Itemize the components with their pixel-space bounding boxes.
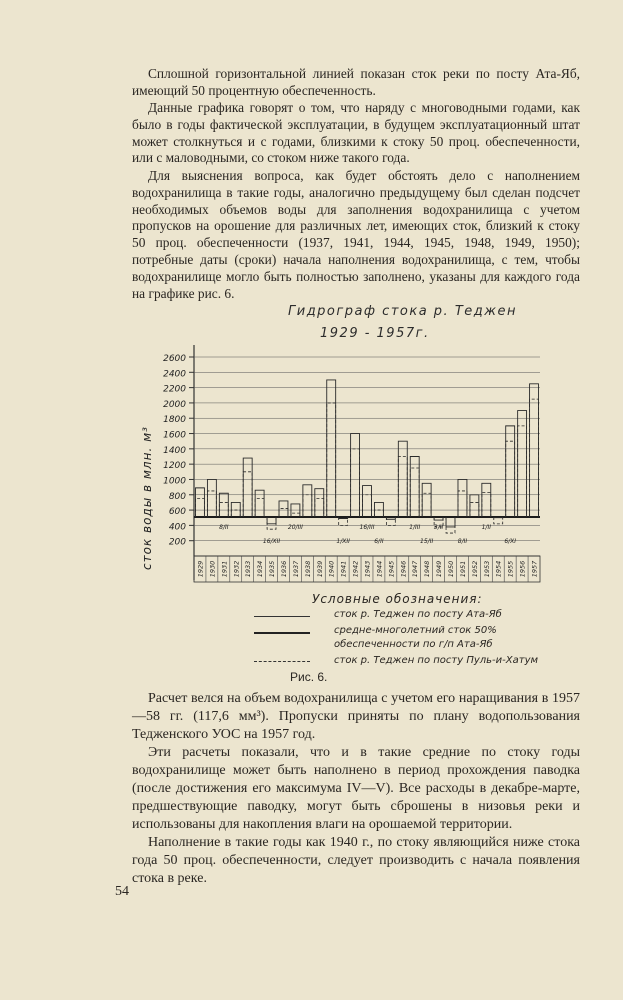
x-tick-label: 1956 <box>518 560 527 578</box>
y-tick-label: 2200 <box>163 384 186 395</box>
date-annotation: 16/III <box>359 523 375 531</box>
paragraph-2: Данные графика говорят о том, что наряду с многоводными годами, как было в годы фактической эксплуатации, в будущем эксплуатационный штат может столкнуться и с годами, близкими к стоку 50 проц. обеспеченности, или с маловодными, со стоком ниже такого года. <box>132 100 580 166</box>
series-line <box>196 380 539 527</box>
legend-title: Условные обозначения: <box>312 592 483 606</box>
date-annotation: 20/III <box>287 523 303 531</box>
chart-annotations <box>219 524 516 545</box>
legend-text-2: средне-многолетний сток 50% обеспеченности по г/п Ата-Яб <box>334 625 497 650</box>
date-annotation: 15/II <box>420 537 434 545</box>
y-tick-label: 1600 <box>163 430 186 441</box>
x-tick-label: 1954 <box>494 560 503 578</box>
y-tick-label: 1000 <box>163 476 186 487</box>
page-number: 54 <box>115 884 129 899</box>
legend-text-3: сток р. Теджен по посту Пуль-и-Хатум <box>334 655 539 666</box>
legend-dashed-line <box>254 661 310 662</box>
date-annotation: 6/XI <box>504 537 517 545</box>
x-tick-label: 1940 <box>327 560 336 578</box>
y-tick-label: 2600 <box>163 354 186 364</box>
x-tick-label: 1952 <box>470 560 479 578</box>
date-annotation: 1/XII <box>336 537 350 545</box>
x-tick-label: 1949 <box>435 560 444 578</box>
x-tick-label: 1947 <box>411 560 420 578</box>
x-tick-label: 1950 <box>447 560 456 578</box>
x-tick-label: 1953 <box>482 560 491 578</box>
x-tick-label: 1930 <box>208 560 217 578</box>
y-tick-label: 1400 <box>163 445 186 456</box>
y-tick-label: 2000 <box>163 399 186 410</box>
x-tick-label: 1934 <box>256 560 265 578</box>
x-tick-label: 1935 <box>268 560 277 578</box>
x-tick-label: 1943 <box>363 560 372 578</box>
date-annotation: 1/III <box>409 523 421 531</box>
date-annotation: 8/II <box>219 523 229 531</box>
y-tick-label: 1800 <box>163 415 186 426</box>
x-tick-label: 1936 <box>279 560 288 578</box>
x-tick-label: 1944 <box>375 560 384 578</box>
x-tick-label: 1945 <box>387 560 396 578</box>
y-tick-label: 1200 <box>163 461 186 472</box>
y-tick-labels <box>163 354 186 548</box>
paragraph-1: Сплошной горизонтальной линией показан сток реки по посту Ата-Яб, имеющий 50 процентную обеспеченность. <box>132 66 580 98</box>
figure-title-line1: Гидрограф стока р. Теджен <box>288 304 517 319</box>
date-annotation: 6/II <box>374 537 384 545</box>
figure-caption: Рис. 6. <box>290 670 328 684</box>
chart-grid <box>189 345 540 582</box>
date-annotation: 8/II <box>457 537 468 545</box>
y-axis-label: сток воды в млн. м³ <box>140 426 154 570</box>
x-tick-labels <box>196 560 538 577</box>
date-annotation: 16/XII <box>262 537 281 545</box>
x-tick-label: 1942 <box>351 560 360 578</box>
x-tick-label: 1957 <box>530 560 539 578</box>
y-tick-label: 2400 <box>163 369 186 380</box>
date-annotation: 1/II <box>481 523 492 531</box>
date-annotation: 3/II <box>433 523 444 531</box>
x-tick-label: 1951 <box>458 560 467 578</box>
paragraph-4: Расчет велся на объем водохранилища с учетом его наращивания в 1957—58 гг. (117,6 мм³). Пропуски приняты по плану водопользования Тедженского УОС на 1957 год. <box>132 691 580 742</box>
x-tick-label: 1932 <box>232 560 241 578</box>
figure-title-line2: 1929 - 1957г. <box>320 326 430 341</box>
x-tick-label: 1941 <box>339 560 348 578</box>
x-tick-label: 1948 <box>423 560 432 578</box>
paragraph-5: Эти расчеты показали, что и в такие средние по стоку годы водохранилище может быть наполнено в период прохождения паводка (после достижения его максимума IV—V). Все расходы в декабре-марте, предшествующие паводку, могут быть сброшены в низовья реки и использованы для накопления влаги на орошаемой территории. <box>132 745 580 832</box>
y-tick-label: 200 <box>168 537 186 548</box>
x-tick-label: 1937 <box>291 560 300 578</box>
series-line <box>196 399 539 533</box>
legend-solid-line <box>254 616 310 617</box>
x-tick-label: 1939 <box>315 560 324 578</box>
x-tick-label: 1946 <box>399 560 408 578</box>
legend-text-1: сток р. Теджен по посту Ата-Яб <box>334 609 502 620</box>
y-tick-label: 800 <box>168 491 186 502</box>
y-tick-label: 400 <box>168 522 186 533</box>
y-tick-label: 600 <box>168 507 186 518</box>
x-tick-label: 1931 <box>220 560 229 578</box>
legend-thick-line <box>254 632 310 634</box>
paragraph-6: Наполнение в такие годы как 1940 г., по стоку являющийся ниже стока года 50 проц. обеспеченности, следует производить с начала появления стока в реке. <box>132 835 580 886</box>
x-tick-label: 1938 <box>303 560 312 578</box>
x-tick-label: 1955 <box>506 560 515 578</box>
x-tick-label: 1933 <box>244 560 253 578</box>
x-tick-label: 1929 <box>196 560 205 578</box>
paragraph-3: Для выяснения вопроса, как будет обстоять дело с наполнением водохранилища в такие годы, аналогично предыдущему был сделан подсчет необходимых объемов воды для заполнения водохранилища с учетом пропусков на орошение для различных лет, имеющих сток, близкий к стоку 50 проц. обеспеченности (1937, 1941, 1944, 1945, 1948, 1949, 1950); потребные даты (сроки) начала наполнения водохранилища, с тем, чтобы водохранилище могло быть полностью заполнено, указаны для каждого года на графике рис. 6. <box>132 168 580 301</box>
